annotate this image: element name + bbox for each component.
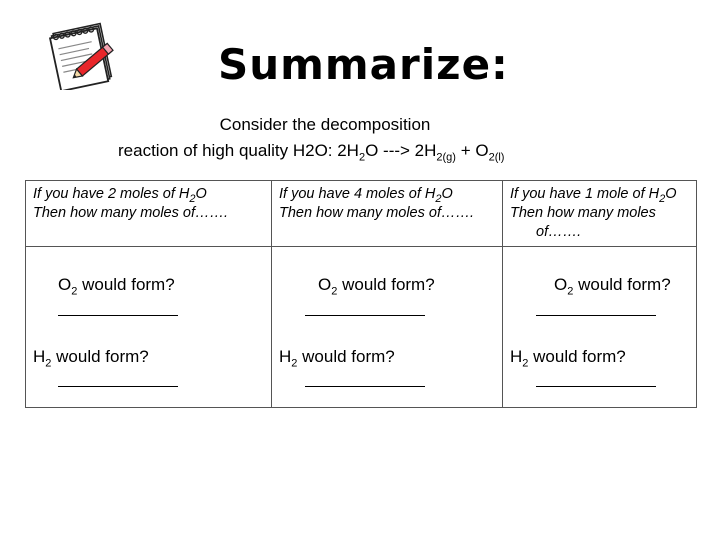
h2-text: would form? [528,347,626,366]
o2-prompt-1 [58,275,175,298]
reaction-plus-oxygen: + O [455,141,489,160]
o2-subscript: 2 [331,285,338,298]
question-line-3: of……. [536,224,582,240]
o2-answer-blank-3[interactable] [536,315,656,316]
question-subscript: 2 [659,192,666,205]
h2-answer-blank-3[interactable] [536,386,656,387]
o2-answer-blank-2[interactable] [305,315,425,316]
question-subscript: 2 [189,192,196,205]
question-cell-1 [33,185,228,223]
question-line-2: Then how many moles of……. [33,205,229,221]
o2-text: would form? [573,275,671,294]
reaction-prefix: reaction of high quality H2O: 2H [118,141,359,160]
water-subscript: 2 [358,151,366,164]
question-text: If you have 4 moles of H [279,186,436,202]
oxygen-state: 2(l) [488,151,505,164]
question-text: If you have 2 moles of H [33,186,190,202]
question-line-2: Then how many moles of……. [279,205,475,221]
h2-subscript: 2 [522,357,529,370]
o2-prompt-3 [554,275,671,298]
intro-line-1: Consider the decomposition [219,115,431,134]
hydrogen-state: 2(g) [436,151,456,164]
question-line-1 [510,185,677,204]
question-cell-3 [510,185,677,242]
h2-prompt-2 [279,347,395,370]
reaction-arrow: O ---> 2H [365,141,437,160]
question-cell-2 [279,185,474,223]
question-line-1 [33,185,228,204]
column-divider [271,181,272,407]
o2-prompt-2 [318,275,435,298]
o2-subscript: 2 [567,285,574,298]
o2-text: would form? [337,275,435,294]
h2-subscript: 2 [291,357,298,370]
column-divider [502,181,503,407]
h2-text: would form? [51,347,149,366]
question-line-2: Then how many moles [510,205,656,221]
h2-letter: H [33,347,46,366]
h2-answer-blank-2[interactable] [305,386,425,387]
row-divider [26,246,696,247]
h2-text: would form? [297,347,395,366]
h2-prompt-3 [510,347,626,370]
o2-letter: O [58,275,72,294]
o2-letter: O [554,275,568,294]
h2-subscript: 2 [45,357,52,370]
page-title: Summarize: [218,40,509,89]
question-text-end: O [441,186,453,202]
h2-letter: H [279,347,292,366]
question-line-1 [279,185,474,204]
question-text-end: O [195,186,207,202]
h2-letter: H [510,347,523,366]
question-text-end: O [665,186,677,202]
o2-letter: O [318,275,332,294]
o2-text: would form? [77,275,175,294]
o2-answer-blank-1[interactable] [58,315,178,316]
h2-answer-blank-1[interactable] [58,386,178,387]
notepad-pencil-icon [44,14,120,90]
question-subscript: 2 [435,192,442,205]
intro-line-2 [118,141,505,164]
o2-subscript: 2 [71,285,78,298]
question-text: If you have 1 mole of H [510,186,660,202]
worksheet-table [25,180,697,408]
h2-prompt-1 [33,347,149,370]
